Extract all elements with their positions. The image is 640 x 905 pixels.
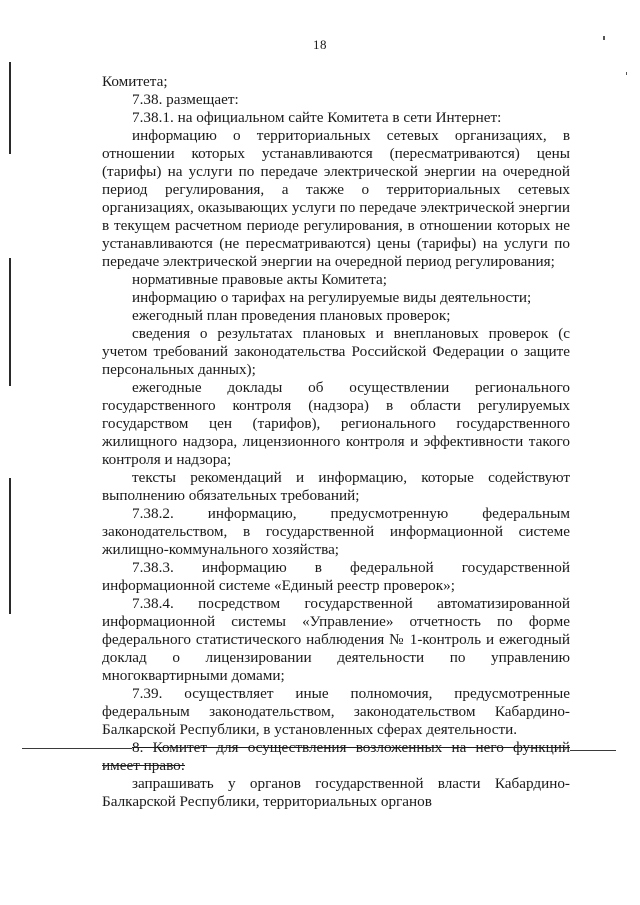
scan-speck-right <box>626 72 627 75</box>
scan-margin-bar-bottom <box>9 478 11 614</box>
paragraph-tariffs-info: информацию о тарифах на регулируемые виды деятельности; <box>132 289 532 306</box>
paragraph-inspection-plan: ежегодный план проведения плановых проверок; <box>132 307 451 324</box>
paragraph-committee-end: Комитета; <box>102 73 168 90</box>
paragraph-inspection-results: сведения о результатах плановых и внеплановых проверок (с учетом требований законодательства Российской Федерации о защите персональных данных); <box>102 325 570 378</box>
scan-margin-bar-middle <box>9 258 11 386</box>
scan-margin-bar-top <box>9 62 11 154</box>
scan-strike-right <box>570 750 616 751</box>
paragraph-section-8: 8. Комитет для осуществления возложенных на него функций имеет право: <box>102 739 570 774</box>
paragraph-network-organizations: информацию о территориальных сетевых организациях, в отношении которых устанавливаются (пересматриваются) цены (тарифы) на услуги по передаче электрической энергии на очередной период регулирования, а также о территориальных сетевых организациях, оказывающих услуги по передаче электрической энергии в текущем расчетном периоде регулирования, в отношении которых не устанавливаются (не пересматриваются) цены (тарифы) на услуги по передаче электрической энергии на очередной период регулирования; <box>102 127 570 270</box>
paragraph-7-38-2: 7.38.2. информацию, предусмотренную федеральным законодательством, в государственной информационной системе жилищно-коммунального хозяйства; <box>102 505 570 558</box>
scan-speck-top-right <box>603 36 605 40</box>
paragraph-annual-reports: ежегодные доклады об осуществлении регионального государственного контроля (надзора) в области регулируемых государством цен (тарифов), регионального государственного жилищного надзора, лицензионного контроля и эффективности такого контроля и надзора; <box>102 379 570 468</box>
paragraph-7-38: 7.38. размещает: <box>132 91 239 108</box>
paragraph-request: запрашивать у органов государственной власти Кабардино-Балкарской Республики, территориальных органов <box>102 775 570 810</box>
page-number: 18 <box>313 37 327 52</box>
document-body <box>102 73 570 811</box>
paragraph-7-38-3: 7.38.3. информацию в федеральной государственной информационной системе «Единый реестр проверок»; <box>102 559 570 594</box>
paragraph-7-38-1: 7.38.1. на официальном сайте Комитета в сети Интернет: <box>132 109 502 126</box>
paragraph-7-39: 7.39. осуществляет иные полномочия, предусмотренные федеральным законодательством, законодательством Кабардино-Балкарской Республики, в установленных сферах деятельности. <box>102 685 570 738</box>
paragraph-legal-acts: нормативные правовые акты Комитета; <box>132 271 387 288</box>
paragraph-7-38-4: 7.38.4. посредством государственной автоматизированной информационной системы «Управление» отчетность по форме федерального статистического наблюдения № 1-контроль и ежегодный доклад о лицензировании деятельности по управлению многоквартирными домами; <box>102 595 570 684</box>
paragraph-recommendations: тексты рекомендаций и информацию, которые содействуют выполнению обязательных требований; <box>102 469 570 504</box>
